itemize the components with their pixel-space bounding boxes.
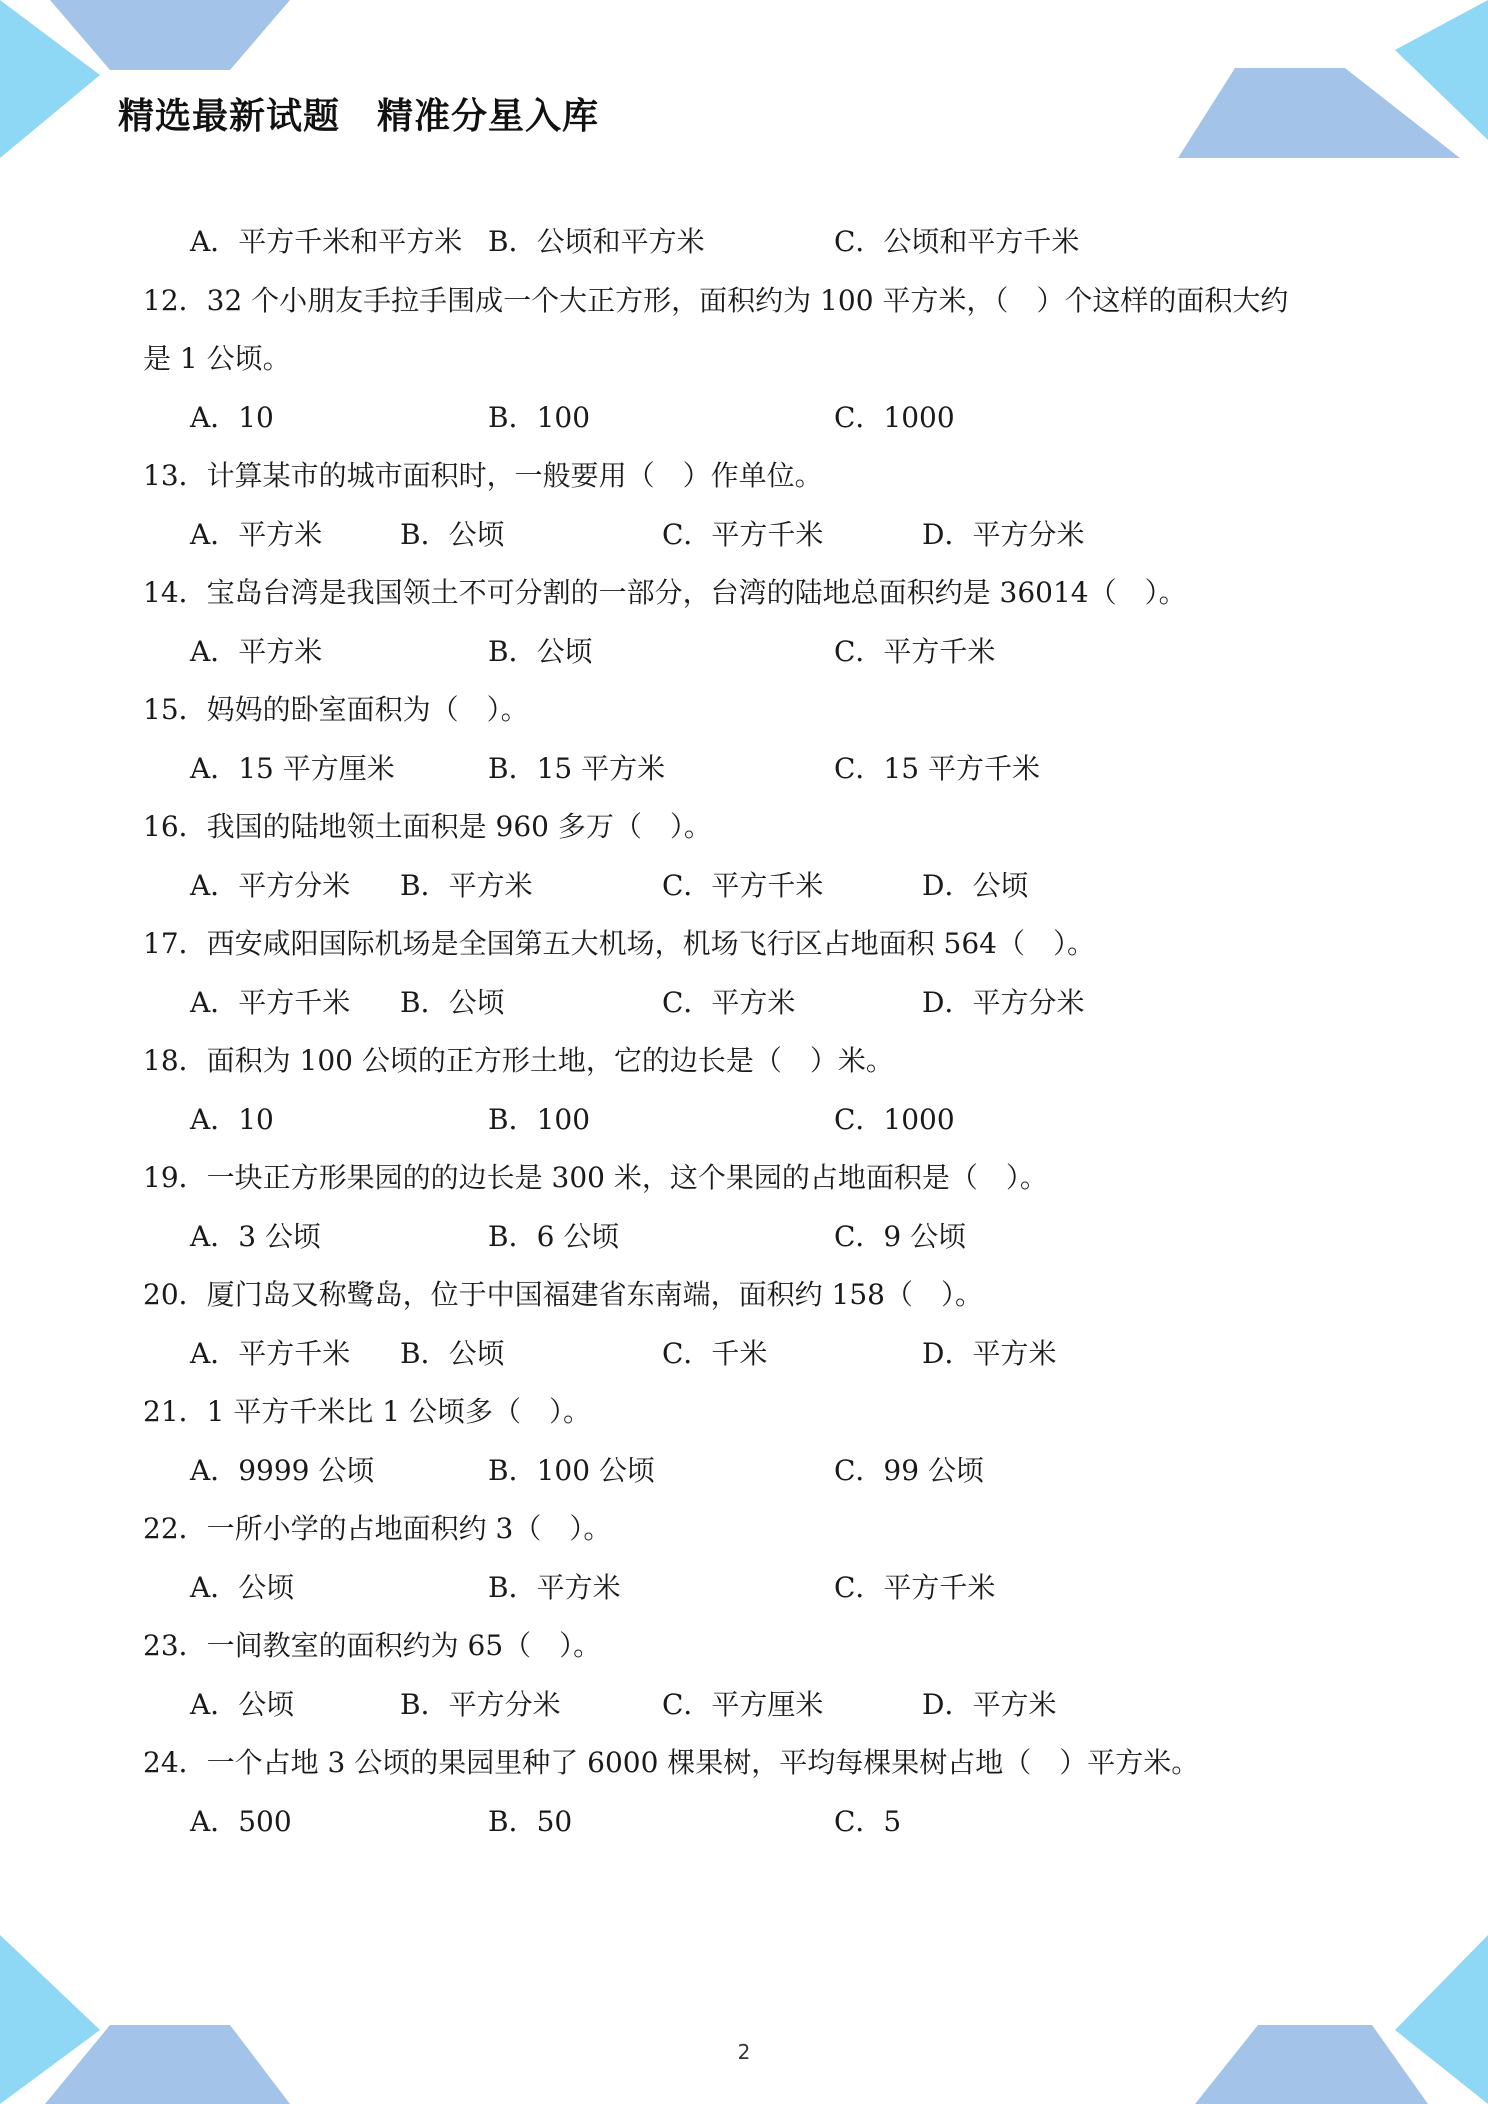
question-stem: 16．我国的陆地领土面积是 960 多万（ ）。 [143, 810, 712, 843]
question-stem: 24．一个占地 3 公顷的果园里种了 6000 棵果树，平均每棵果树占地（ ）平方米。 [143, 1746, 1200, 1779]
option-c: C．平方千米 [662, 868, 824, 902]
question-stem: 23．一间教室的面积约为 65（ ）。 [143, 1629, 602, 1662]
option-a: A．500 [190, 1804, 292, 1838]
question-stem: 21．1 平方千米比 1 公顷多（ ）。 [143, 1395, 591, 1428]
option-b: B．公顷 [400, 985, 505, 1019]
option-a: A．3 公顷 [190, 1219, 321, 1253]
option-b: B．15 平方米 [488, 751, 666, 785]
question-stem: 19．一块正方形果园的的边长是 300 米，这个果园的占地面积是（ ）。 [143, 1161, 1048, 1194]
option-d: D．平方米 [922, 1687, 1057, 1721]
question-stem: 18．面积为 100 公顷的正方形土地，它的边长是（ ）米。 [143, 1044, 894, 1077]
header-title: 精选最新试题 精准分星入库 [118, 96, 600, 137]
option-a: A．10 [190, 400, 274, 434]
option-a: A．平方分米 [190, 868, 351, 902]
carry-over-option-b: B．公顷和平方米 [488, 225, 705, 258]
carry-over-option-c: C．公顷和平方千米 [834, 225, 1080, 258]
option-b: B．100 [488, 1102, 591, 1136]
option-b: B．公顷 [400, 1336, 505, 1370]
option-c: C．平方千米 [834, 1570, 996, 1604]
option-a: A．平方米 [190, 517, 323, 551]
option-c: C．平方厘米 [662, 1687, 824, 1721]
option-c: C．平方千米 [662, 517, 824, 551]
carry-over-option-a: A．平方千米和平方米 [190, 225, 463, 258]
option-a: A．公顷 [190, 1687, 295, 1721]
option-a: A．平方千米 [190, 1336, 351, 1370]
option-b: B．100 [488, 400, 591, 434]
option-a: A．平方米 [190, 634, 323, 668]
option-b: B．50 [488, 1804, 573, 1838]
page-number: 2 [737, 2040, 751, 2064]
option-a: A．公顷 [190, 1570, 295, 1604]
option-c: C．99 公顷 [834, 1453, 984, 1487]
option-c: C．平方米 [662, 985, 796, 1019]
question-stem: 13．计算某市的城市面积时，一般要用（ ）作单位。 [143, 459, 823, 492]
question-stem: 15．妈妈的卧室面积为（ ）。 [143, 693, 529, 726]
option-d: D．平方分米 [922, 517, 1085, 551]
option-b: B．公顷 [488, 634, 593, 668]
question-stem: 20．厦门岛又称鹭岛，位于中国福建省东南端，面积约 158（ ）。 [143, 1278, 983, 1311]
option-b: B．平方米 [400, 868, 533, 902]
option-a: A．10 [190, 1102, 274, 1136]
option-a: A．9999 公顷 [190, 1453, 375, 1487]
option-b: B．平方分米 [400, 1687, 561, 1721]
option-c: C．5 [834, 1804, 902, 1838]
option-d: D．平方米 [922, 1336, 1057, 1370]
option-b: B．平方米 [488, 1570, 621, 1604]
option-c: C．15 平方千米 [834, 751, 1040, 785]
option-c: C．1000 [834, 1102, 955, 1136]
option-b: B．100 公顷 [488, 1453, 655, 1487]
question-stem: 17．西安咸阳国际机场是全国第五大机场，机场飞行区占地面积 564（ ）。 [143, 927, 1095, 960]
option-c: C．1000 [834, 400, 955, 434]
question-stem: 12．32 个小朋友手拉手围成一个大正方形，面积约为 100 平方米，（ ）个这样的面积大约 [143, 283, 1289, 317]
question-stem: 14．宝岛台湾是我国领土不可分割的一部分，台湾的陆地总面积约是 36014（ ）。 [143, 576, 1187, 609]
option-d: D．平方分米 [922, 985, 1085, 1019]
option-a: A．平方千米 [190, 985, 351, 1019]
option-c: C．千米 [662, 1336, 768, 1370]
option-c: C．9 公顷 [834, 1219, 967, 1253]
option-a: A．15 平方厘米 [190, 751, 395, 785]
question-stem-continued: 是 1 公顷。 [143, 342, 291, 375]
option-d: D．公顷 [922, 868, 1029, 902]
option-b: B．6 公顷 [488, 1219, 620, 1253]
question-stem: 22．一所小学的占地面积约 3（ ）。 [143, 1512, 612, 1545]
option-c: C．平方千米 [834, 634, 996, 668]
option-b: B．公顷 [400, 517, 505, 551]
